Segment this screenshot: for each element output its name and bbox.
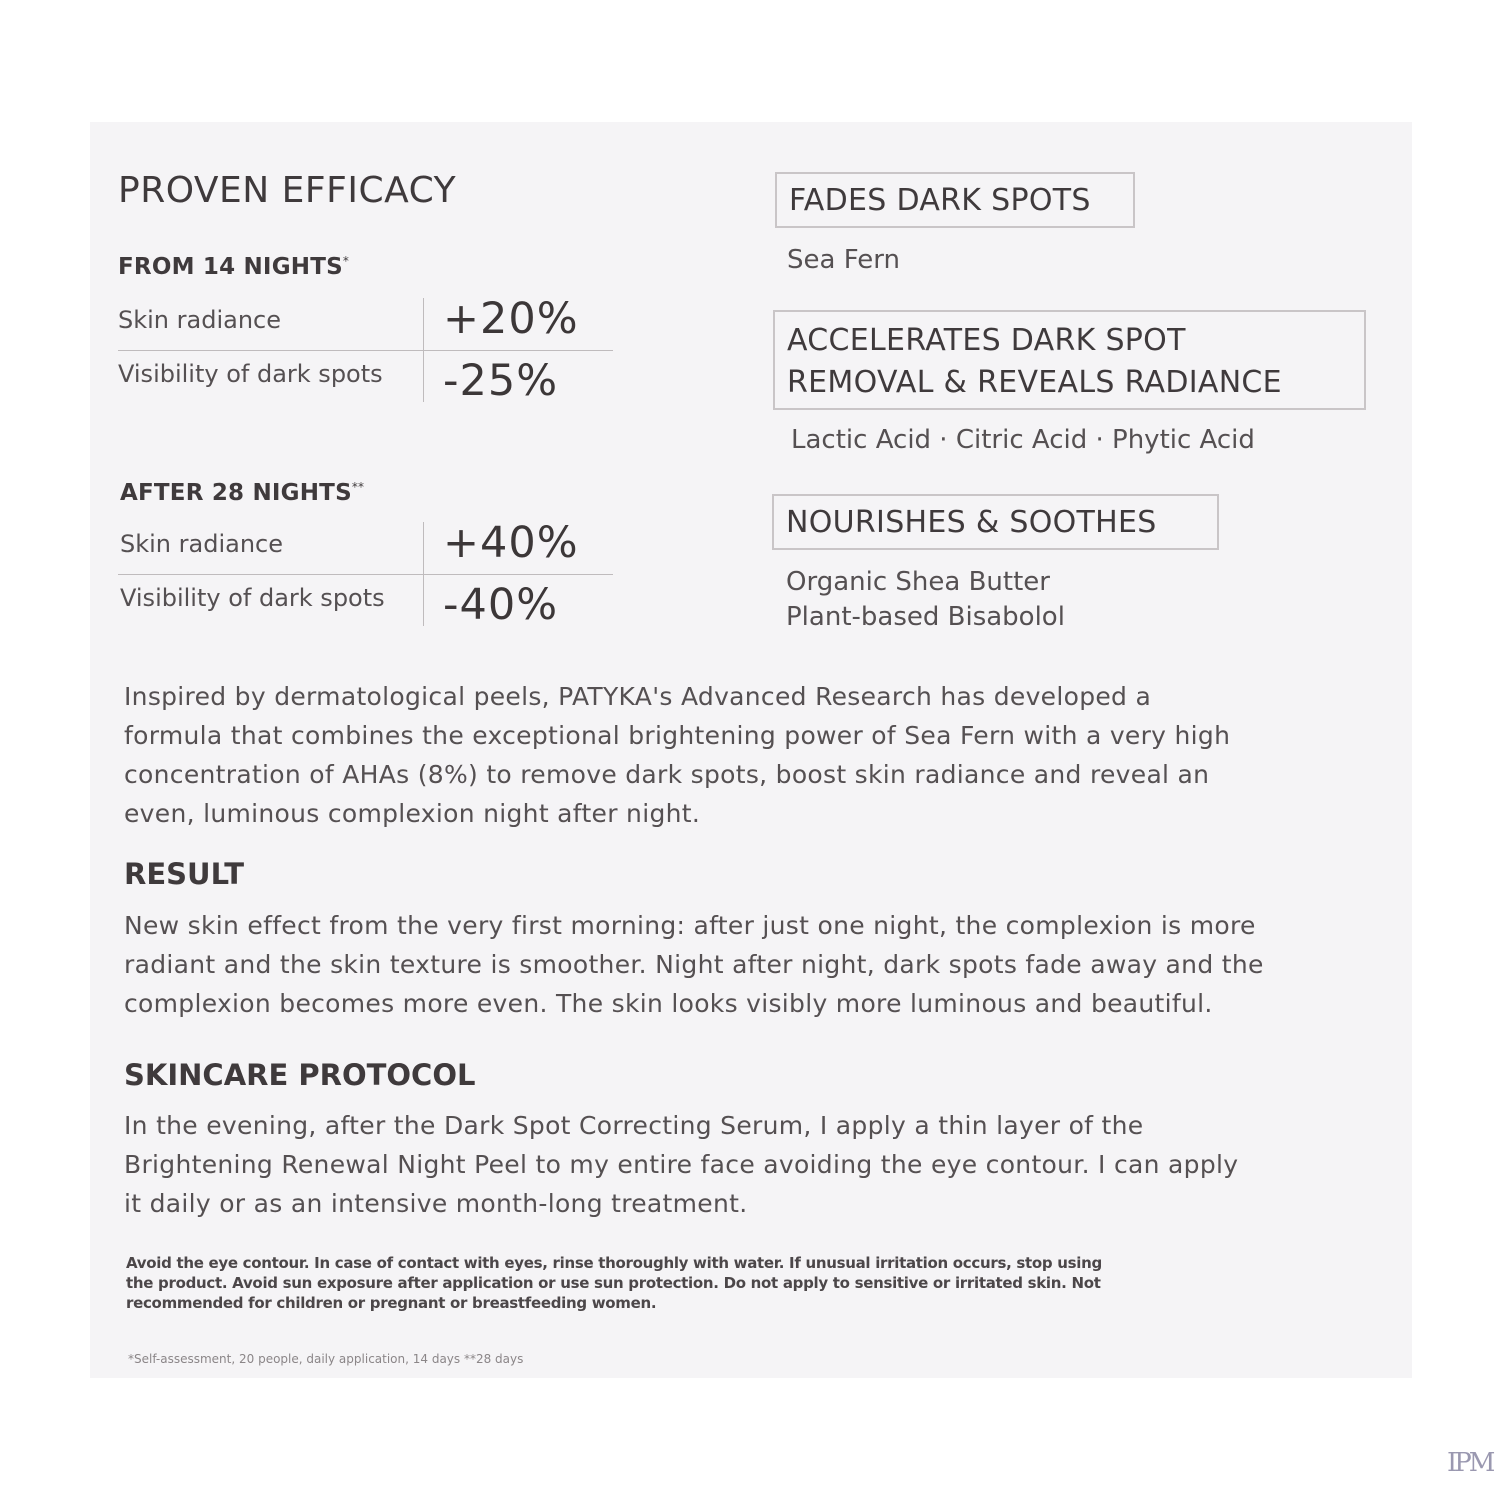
benefit-1-ingredients: Sea Fern [787,245,900,275]
warning-line: recommended for children or pregnant or breastfeeding women. [126,1294,657,1312]
protocol-paragraph [124,1106,1238,1223]
group2-row1-value: +40% [443,518,579,568]
group1-column-divider [423,298,424,402]
group2-heading: AFTER 28 NIGHTS** [120,480,365,506]
intro-line: formula that combines the exceptional brightening power of Sea Fern with a very high [124,721,1231,750]
intro-line: concentration of AHAs (8%) to remove dark spots, boost skin radiance and reveal an [124,760,1210,789]
warning-text [126,1253,1102,1313]
protocol-line: In the evening, after the Dark Spot Correcting Serum, I apply a thin layer of the [124,1111,1144,1140]
benefit-3-ingredients-line1: Organic Shea Butter [786,567,1050,597]
intro-line: even, luminous complexion night after night. [124,799,701,828]
benefit-2-title-line2: REMOVAL & REVEALS RADIANCE [787,365,1282,400]
group2-divider [118,574,613,575]
benefit-nourishes-soothes: NOURISHES & SOOTHES [772,494,1219,550]
group1-row2-value: -25% [443,356,559,406]
group2-row2-value: -40% [443,580,559,630]
ipm-logo: IPM [1447,1448,1493,1478]
protocol-heading: SKINCARE PROTOCOL [124,1058,476,1092]
benefit-accelerates-removal [773,310,1366,410]
group1-row1-label: Skin radiance [118,306,281,334]
benefit-fades-dark-spots: FADES DARK SPOTS [775,172,1135,228]
group1-heading: FROM 14 NIGHTS* [118,254,350,280]
warning-line: the product. Avoid sun exposure after application or use sun protection. Do not apply to sensitive or irritated skin. Not [126,1274,1101,1292]
result-line: New skin effect from the very first morning: after just one night, the complexion is more [124,911,1256,940]
group1-row2-label: Visibility of dark spots [118,360,383,388]
group2-column-divider [423,522,424,626]
protocol-line: it daily or as an intensive month-long treatment. [124,1189,748,1218]
protocol-line: Brightening Renewal Night Peel to my entire face avoiding the eye contour. I can apply [124,1150,1239,1179]
intro-line: Inspired by dermatological peels, PATYKA's Advanced Research has developed a [124,682,1152,711]
intro-paragraph [124,677,1230,833]
group1-row1-value: +20% [443,294,579,344]
warning-line: Avoid the eye contour. In case of contact with eyes, rinse thoroughly with water. If unusual irritation occurs, stop using [126,1254,1102,1272]
benefit-2-title-line1: ACCELERATES DARK SPOT [787,323,1186,358]
result-line: complexion becomes more even. The skin looks visibly more luminous and beautiful. [124,989,1213,1018]
result-line: radiant and the skin texture is smoother. Night after night, dark spots fade away and the [124,950,1264,979]
group2-row1-label: Skin radiance [120,530,283,558]
benefit-3-ingredients-line2: Plant-based Bisabolol [786,602,1065,632]
group2-row2-label: Visibility of dark spots [120,584,385,612]
benefit-2-ingredients: Lactic Acid · Citric Acid · Phytic Acid [791,425,1255,455]
footnote: *Self-assessment, 20 people, daily application, 14 days **28 days [128,1352,524,1366]
result-paragraph [124,906,1264,1023]
efficacy-title: PROVEN EFFICACY [118,170,457,211]
group1-divider [118,350,613,351]
result-heading: RESULT [124,857,245,891]
